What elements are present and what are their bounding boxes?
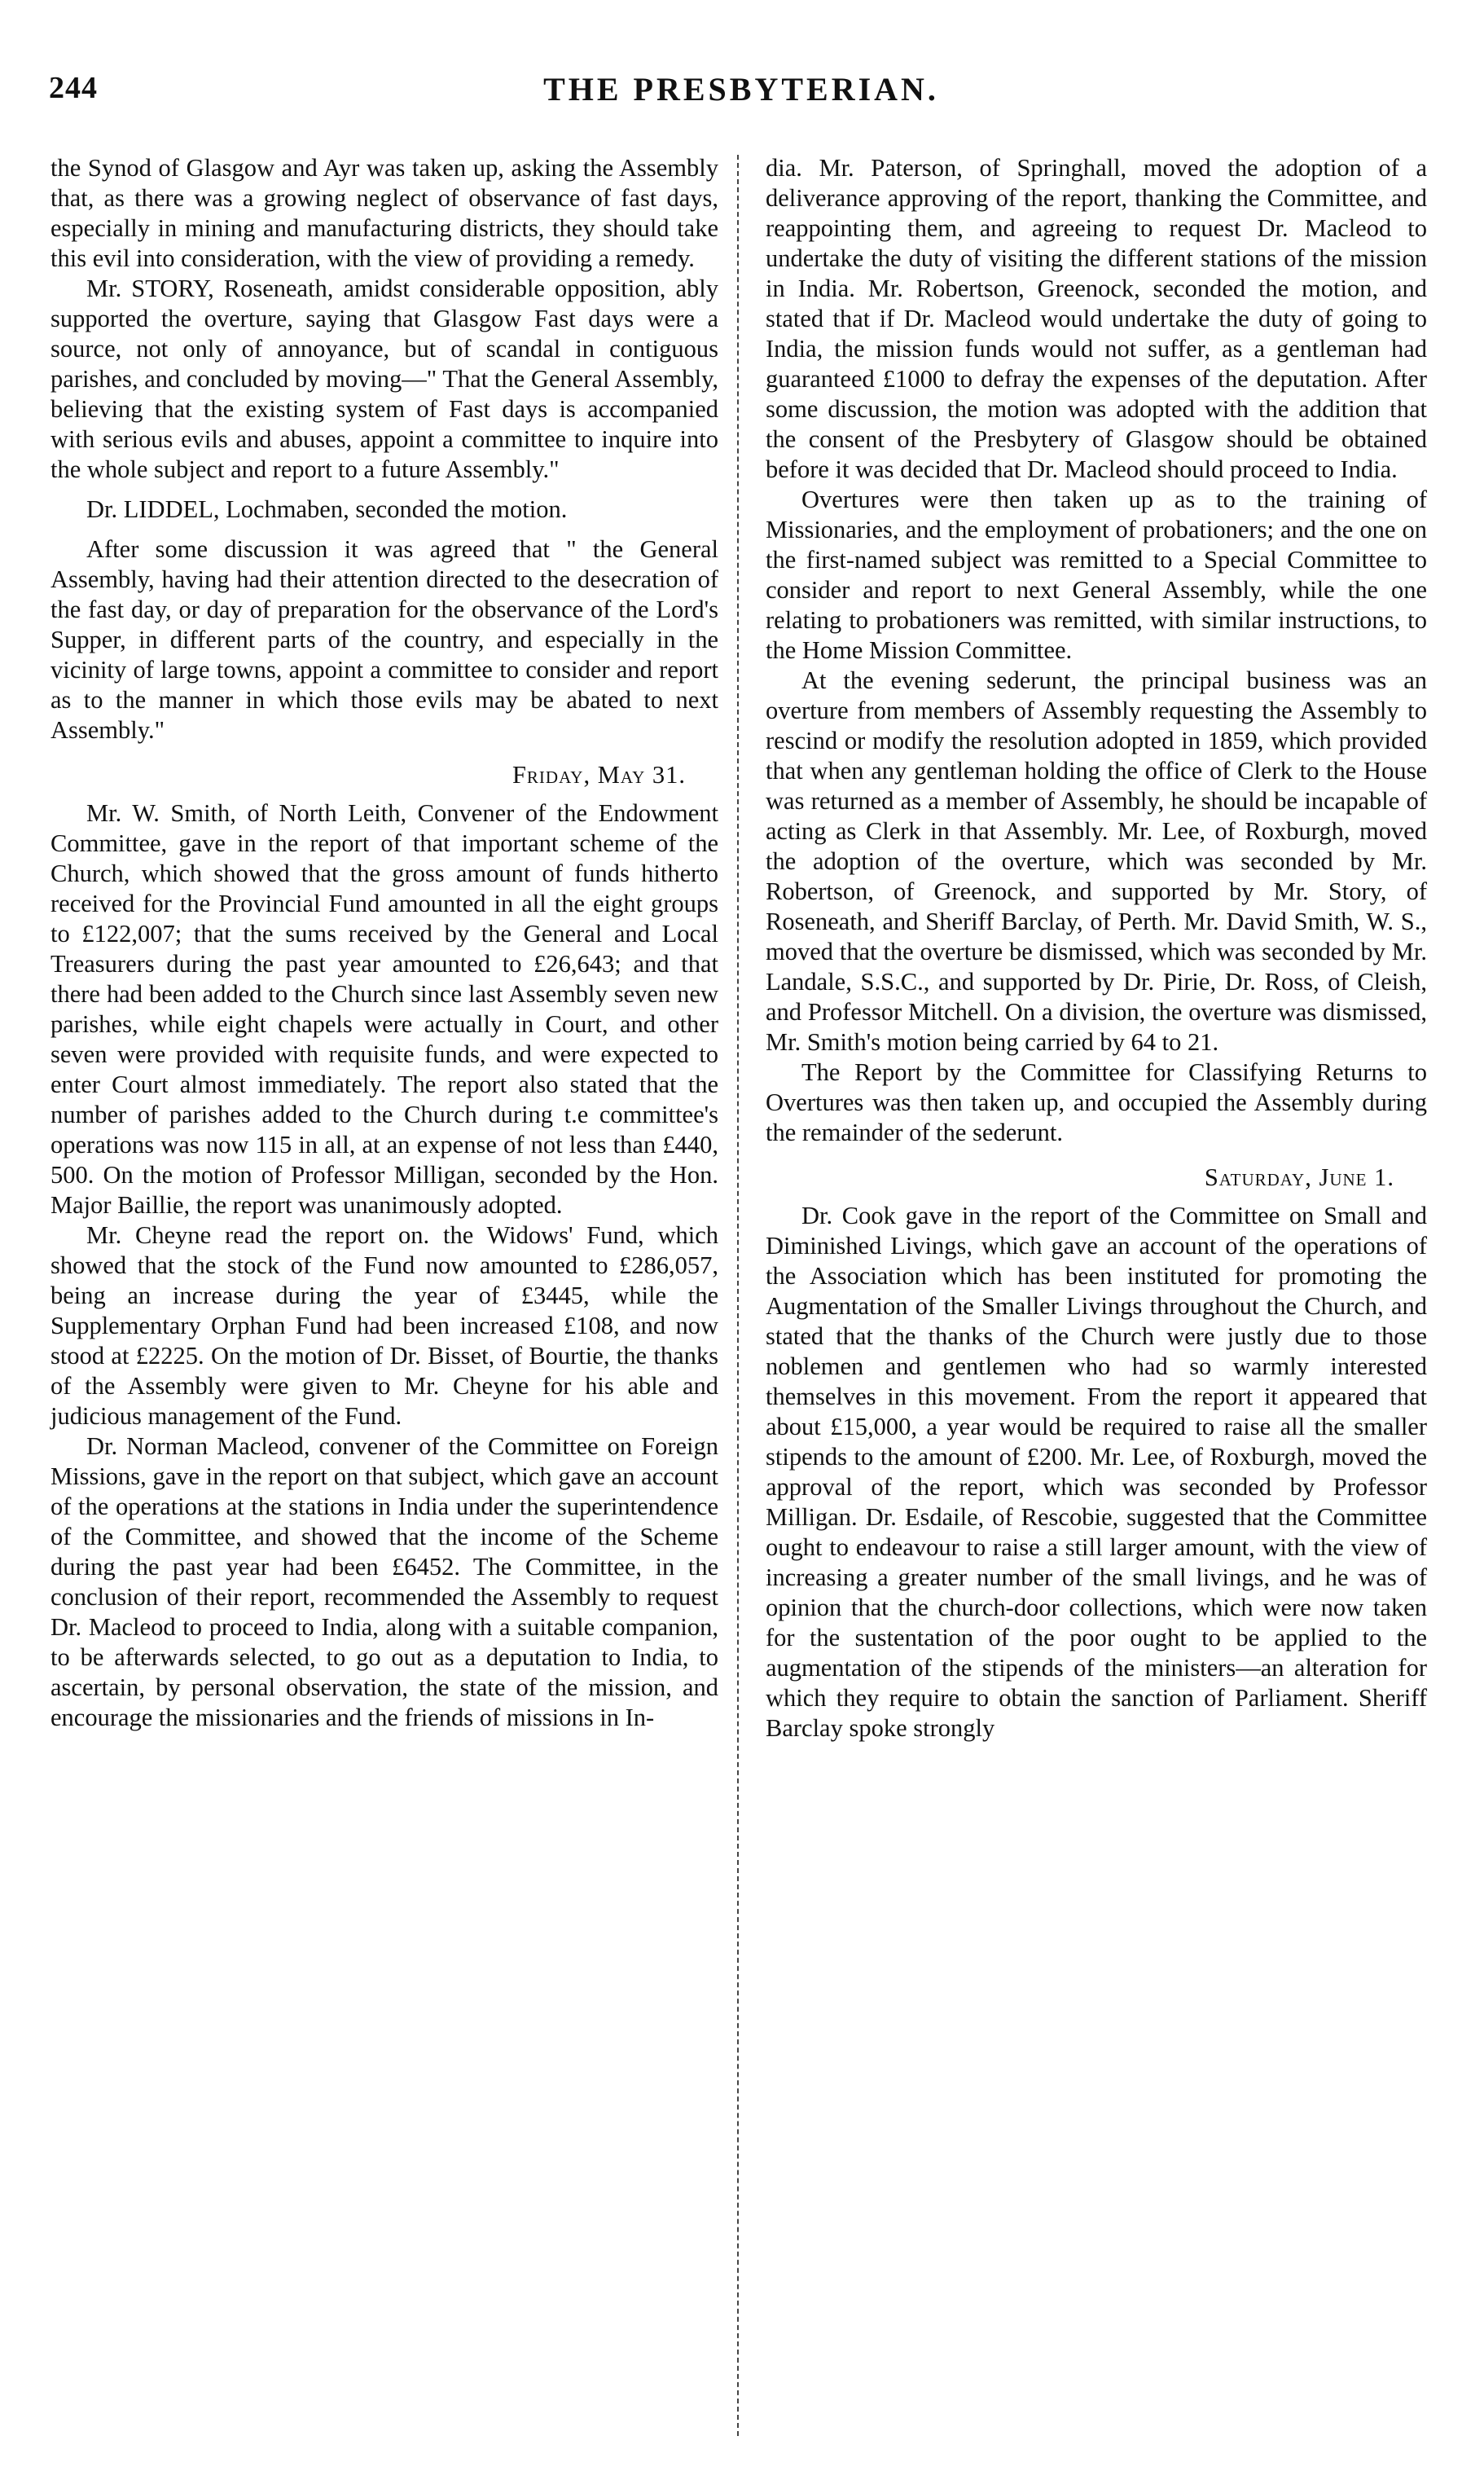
- paragraph: After some discussion it was agreed that " the General Assembly, having had their attention directed to the desecration of the fast day, or day of preparation for the observance of the Lord's Supper, in different parts of the country, and especially in the vicinity of large towns, appoint a committee to consider and report as to the manner in which those evils may be abated to next Assembly.": [50, 535, 718, 744]
- journal-title: THE PRESBYTERIAN.: [543, 71, 939, 108]
- paragraph: Dr. Norman Macleod, convener of the Committee on Foreign Missions, gave in the report on that subject, which gave an account of the operations at the stations in India under the superintendence of the Committee, and showed that the income of the Scheme during the past year had been £6452. The Committee, in the conclusion of their report, recommended the Assembly to request Dr. Macleod to proceed to India, along with a suitable companion, to be afterwards selected, to go out as a deputation to India, to ascertain, by personal observation, the state of the mission, and encourage the missionaries and the friends of missions in In-: [50, 1432, 718, 1731]
- paragraph: Mr. W. Smith, of North Leith, Convener of the Endowment Committee, gave in the report of that important scheme of the Church, which showed that the gross amount of funds hitherto received for the Provincial Fund amounted in all the eight groups to £122,007; that the sums received by the General and Local Treasurers during the past year amounted to £26,643; and that there had been added to the Church since last Assembly seven new parishes, while eight chapels were actually in Court, and other seven were provided with requisite funds, and were expected to enter Court almost immediately. The report also stated that the number of parishes added to the Church during t.e committee's operations was now 115 in all, at an expense of not less than £440, 500. On the motion of Professor Milligan, seconded by the Hon. Major Baillie, the report was unanimously adopted.: [50, 799, 718, 1219]
- paragraph: dia. Mr. Paterson, of Springhall, moved the adoption of a deliverance approving of the report, thanking the Committee, and reappointing them, and agreeing to request Dr. Macleod to undertake the duty of visiting the different stations of the mission in India. Mr. Robertson, Greenock, seconded the motion, and stated that if Dr. Macleod would undertake the duty of going to India, the mission funds would not suffer, as a gentleman had guaranteed £1000 to defray the expenses of the deputation. After some discussion, the motion was adopted with the addition that the consent of the Presbytery of Glasgow should be obtained before it was decided that Dr. Macleod should proceed to India.: [766, 154, 1427, 483]
- paragraph: Dr. Cook gave in the report of the Committee on Small and Diminished Livings, which gave an account of the operations of the Association which has been instituted for promoting the Augmentation of the Smaller Livings throughout the Church, and stated that the thanks of the Church were justly due to those noblemen and gentlemen who had so warmly interested themselves in this movement. From the report it appeared that about £15,000, a year would be required to raise all the smaller stipends to the amount of £200. Mr. Lee, of Roxburgh, moved the approval of the report, which was seconded by Professor Milligan. Dr. Esdaile, of Rescobie, suggested that the Committee ought to endeavour to raise a still larger amount, with the view of increasing a greater number of the small livings, and he was of opinion that the church-door collections, which were now taken for the sustentation of the poor ought to be applied to the augmentation of the stipends of the ministers—an alteration for which they require to obtain the sanction of Parliament. Sheriff Barclay spoke strongly: [766, 1202, 1427, 1742]
- paragraph: At the evening sederunt, the principal business was an overture from members of Assembly requesting the Assembly to rescind or modify the resolution adopted in 1859, which provided that when any gentleman holding the office of Clerk to the House was returned as a member of Assembly, he should be incapable of acting as Clerk in that Assembly. Mr. Lee, of Roxburgh, moved the adoption of the overture, which was seconded by Mr. Robertson, of Greenock, and supported by Mr. Story, of Roseneath, and Sheriff Barclay, of Perth. Mr. David Smith, W. S., moved that the overture be dismissed, which was seconded by Mr. Landale, S.S.C., and supported by Dr. Pirie, Dr. Ross, of Cleish, and Professor Mitchell. On a division, the overture was dismissed, Mr. Smith's motion being carried by 64 to 21.: [766, 666, 1427, 1056]
- paragraph: Overtures were then taken up as to the training of Missionaries, and the employment of probationers; and the one on the first-named subject was remitted to a Special Committee to consider and report to next General Assembly, while the one relating to probationers was remitted, with similar instructions, to the Home Mission Committee.: [766, 486, 1427, 664]
- right-column: [766, 153, 1427, 1743]
- column-divider: [737, 155, 739, 2436]
- paragraph: Mr. Cheyne read the report on. the Widows' Fund, which showed that the stock of the Fund now amounted to £286,057, being an increase during the year of £3445, while the Supplementary Orphan Fund had been increased £108, and now stood at £2225. On the motion of Dr. Bisset, of Bourtie, the thanks of the Assembly were given to Mr. Cheyne for his able and judicious management of the Fund.: [50, 1221, 718, 1430]
- page-header: [49, 70, 1434, 119]
- left-column: [50, 153, 718, 1733]
- date-heading: Saturday, June 1.: [1204, 1163, 1394, 1191]
- paragraph: The Report by the Committee for Classifying Returns to Overtures was then taken up, and occupied the Assembly during the remainder of the sederunt.: [766, 1058, 1427, 1146]
- paragraph: Dr. LIDDEL, Lochmaben, seconded the motion.: [86, 495, 568, 523]
- date-heading: Friday, May 31.: [511, 761, 686, 789]
- page-number: 244: [49, 71, 98, 105]
- paragraph: Mr. STORY, Roseneath, amidst considerable opposition, ably supported the overture, saying that Glasgow Fast days were a source, not only of annoyance, but of scandal in contiguous parishes, and concluded by moving—" That the General Assembly, believing that the existing system of Fast days is accompanied with serious evils and abuses, appoint a committee to inquire into the whole subject and report to a future Assembly.": [50, 275, 718, 483]
- paragraph: the Synod of Glasgow and Ayr was taken up, asking the Assembly that, as there was a growing neglect of observance of fast days, especially in mining and manufacturing districts, they should take this evil into consideration, with the view of providing a remedy.: [50, 154, 718, 272]
